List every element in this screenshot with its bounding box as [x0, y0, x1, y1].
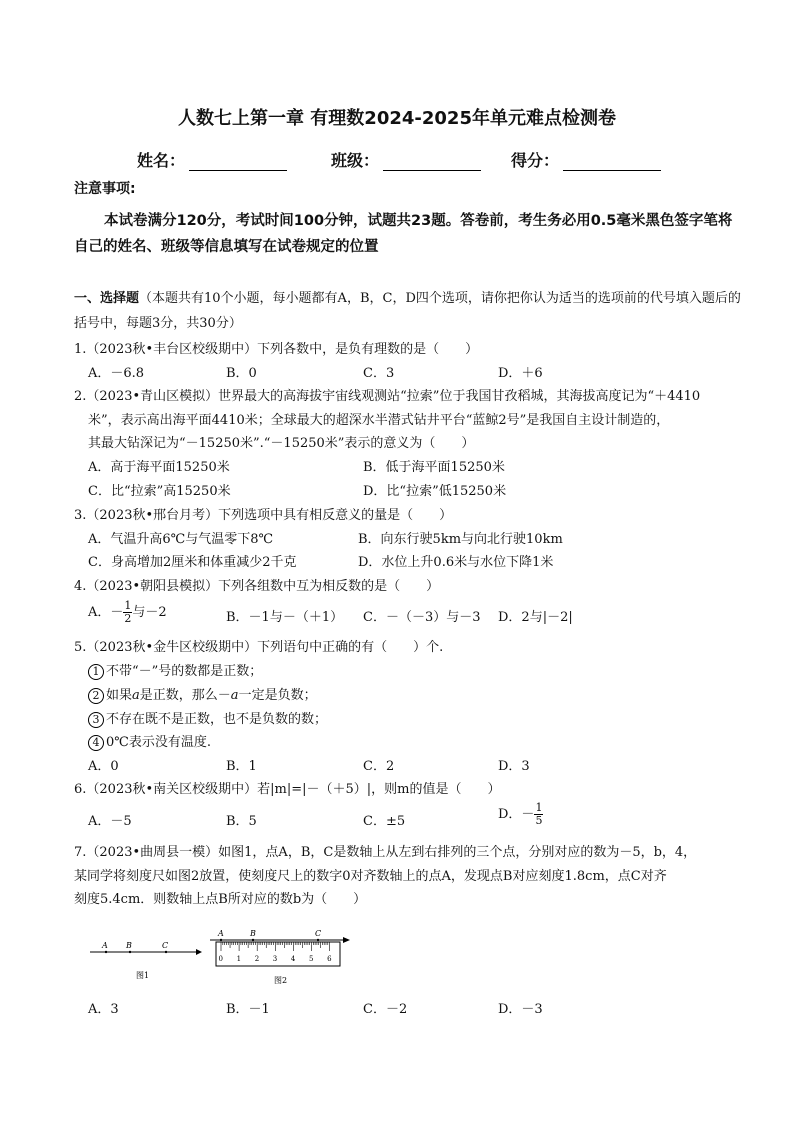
notice-heading: 注意事项:: [74, 181, 136, 197]
name-blank[interactable]: [189, 154, 287, 171]
q6-d-numerator: 1: [535, 801, 543, 814]
q4-stem: 4.（2023•朝阳县模拟）下列各组数中互为相反数的是（ ）: [74, 579, 440, 594]
q4-option-c[interactable]: C．－（－3）与－3: [363, 610, 481, 625]
q7-option-a[interactable]: A．3: [88, 1002, 119, 1017]
q7-figures: [88, 926, 358, 988]
q3-stem: 3.（2023秋•邢台月考）下列选项中具有相反意义的量是（ ）: [74, 508, 453, 523]
ruler-tick-label: 3: [272, 955, 278, 963]
q2-option-b[interactable]: B．低于海平面15250米: [363, 460, 505, 475]
q5-var-a: a: [132, 688, 140, 703]
q5-statement-2: [88, 684, 317, 704]
q6-d-fraction: [534, 802, 543, 827]
q6-d-denominator: 5: [535, 814, 543, 827]
q5-statement-1: [88, 660, 262, 680]
q5-text-2c: 一定是负数；: [238, 688, 317, 703]
q5-statement-3: [88, 708, 327, 728]
q6-stem: 6.（2023秋•南关区校级期中）若|m|=|－（＋5）|，则m的值是（ ）: [74, 782, 501, 797]
q6-option-c[interactable]: C．±5: [363, 814, 406, 829]
q4-option-a[interactable]: [88, 600, 167, 625]
q3-option-d[interactable]: D．水位上升0.6米与水位下降1米: [358, 555, 554, 570]
q5-text-1: 不带“－”号的数都是正数；: [106, 664, 263, 679]
q7-line2: 某同学将刻度尺如图2放置，使刻度尺上的数字0对齐数轴上的点A，发现点B对应刻度1.8cm，点C对齐: [74, 869, 667, 884]
q4-a-numerator: 1: [124, 599, 132, 612]
q5-option-d[interactable]: D．3: [498, 759, 530, 774]
q5-var-a2: a: [230, 688, 239, 703]
q5-option-b[interactable]: B．1: [226, 759, 257, 774]
q2-line1: 2.（2023•青山区模拟）世界最大的高海拔宇宙线观测站“拉索”位于我国甘孜稻城，其海拔高度记为“＋4410: [74, 389, 701, 404]
q5-text-2b: 是正数，那么－: [139, 688, 231, 703]
q6-option-d[interactable]: [498, 802, 543, 827]
q5-text-3: 不存在既不是正数，也不是负数的数；: [106, 712, 328, 727]
ruler-tick-label: 0: [218, 955, 223, 963]
section1-desc: （本题共有10个小题，每小题都有A，B，C，D四个选项，请你把你认为适当的选项前的代号填入题后的括号中，每题3分，共30分）: [74, 291, 741, 331]
score-blank[interactable]: [563, 154, 661, 171]
q5-number-4: 4: [88, 735, 104, 751]
q2-option-c[interactable]: C．比“拉索”高15250米: [88, 484, 231, 499]
fig1-label: 图1: [136, 971, 150, 980]
ruler-tick-label: 1: [236, 955, 242, 963]
q1-option-c[interactable]: C．3: [363, 366, 395, 381]
q2-option-a[interactable]: A．高于海平面15250米: [88, 460, 230, 475]
page-title: 人数七上第一章 有理数2024-2025年单元难点检测卷: [178, 108, 616, 129]
q2-line3: 其最大钻深记为“－15250米”.“－15250米”表示的意义为（ ）: [88, 436, 475, 451]
q1-option-a[interactable]: A．－6.8: [88, 366, 145, 381]
q3-option-a[interactable]: A．气温升高6℃与气温零下8℃: [88, 532, 274, 547]
q2-line2: 米”，表示高出海平面4410米；全球最大的超深水半潜式钻井平台“蓝鲸2号”是我国自主设计制造的，: [88, 413, 670, 428]
q7-option-c[interactable]: C．－2: [363, 1002, 408, 1017]
q1-stem: 1.（2023秋•丰台区校级期中）下列各数中，是负有理数的是（ ）: [74, 342, 479, 357]
fig1-number-line: [90, 941, 202, 980]
fig2-label: 图2: [274, 976, 288, 985]
fig1-point-b: B: [126, 941, 132, 950]
section1-heading: 一、选择题: [74, 291, 140, 306]
section1-intro: [74, 286, 742, 336]
fig2-point-a: A: [218, 929, 224, 938]
q5-text-2a: 如果: [106, 688, 133, 703]
score-label: 得分：: [511, 151, 560, 170]
q2-option-d[interactable]: D．比“拉索”低15250米: [363, 484, 507, 499]
q4-a-suffix: 与－2: [132, 605, 167, 620]
q4-a-prefix: A．－: [88, 605, 124, 620]
q5-option-a[interactable]: A．0: [88, 759, 119, 774]
ruler-tick-label: 4: [290, 955, 296, 963]
class-field: [331, 148, 481, 171]
q1-option-b[interactable]: B．0: [226, 366, 257, 381]
q5-text-4: 0℃表示没有温度.: [106, 735, 211, 750]
q5-number-2: 2: [88, 688, 104, 704]
fig2-point-b: B: [250, 929, 256, 938]
q7-option-d[interactable]: D．－3: [498, 1002, 543, 1017]
q4-option-d[interactable]: D．2与|－2|: [498, 610, 573, 625]
q7-line3: 刻度5.4cm．则数轴上点B所对应的数b为（ ）: [74, 892, 367, 907]
q5-number-1: 1: [88, 664, 104, 680]
q5-statement-4: [88, 731, 211, 751]
q5-number-3: 3: [88, 712, 104, 728]
ruler-tick-label: 6: [327, 955, 332, 963]
q3-option-c[interactable]: C．身高增加2厘米和体重减少2千克: [88, 555, 297, 570]
notice-text: 本试卷满分120分，考试时间100分钟，试题共23题。答卷前，考生务必用0.5毫米黑色签字笔将自己的姓名、班级等信息填写在试卷规定的位置: [74, 213, 733, 255]
q7-option-b[interactable]: B．－1: [226, 1002, 270, 1017]
score-field: [511, 148, 661, 171]
fig1-point-a: A: [102, 941, 108, 950]
class-label: 班级：: [331, 151, 380, 170]
fig2-point-c: C: [315, 929, 322, 938]
name-label: 姓名：: [137, 151, 186, 170]
ruler-tick-label: 5: [309, 955, 314, 963]
q1-option-d[interactable]: D．＋6: [498, 366, 543, 381]
q4-a-denominator: 2: [124, 612, 132, 625]
name-field: [137, 148, 287, 171]
class-blank[interactable]: [383, 154, 481, 171]
q6-option-a[interactable]: A．－5: [88, 814, 132, 829]
q5-option-c[interactable]: C．2: [363, 759, 395, 774]
ruler-tick-label: 2: [254, 955, 260, 963]
fig1-point-c: C: [162, 941, 169, 950]
q5-stem: 5.（2023秋•金牛区校级期中）下列语句中正确的有（ ）个.: [74, 640, 444, 655]
q6-d-prefix: D．－: [498, 807, 535, 822]
q6-option-b[interactable]: B．5: [226, 814, 257, 829]
fig2-ruler: [210, 929, 350, 985]
q7-line1: 7.（2023•曲周县一模）如图1，点A，B，C是数轴上从左到右排列的三个点，分别对应的数为－5，b，4，: [74, 845, 697, 860]
q4-option-b[interactable]: B．－1与－（＋1）: [226, 610, 344, 625]
q3-option-b[interactable]: B．向东行驶5km与向北行驶10km: [358, 532, 563, 547]
